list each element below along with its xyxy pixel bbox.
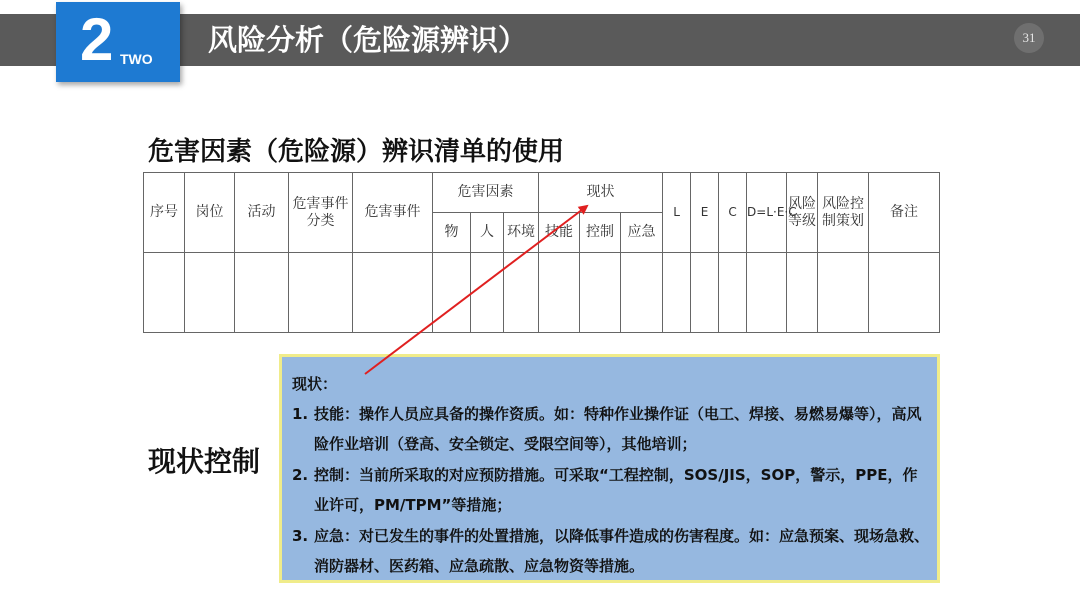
- header-l: L: [663, 173, 691, 253]
- header-event: 危害事件: [353, 173, 433, 253]
- note-item-number: 3.: [292, 527, 309, 545]
- note-item-text: 控制：当前所采取的对应预防措施。可采取“工程控制，SOS/JIS，SOP，警示，PPE，作业许可，PM/TPM”等措施；: [314, 466, 918, 514]
- page-title: 风险分析（危险源辨识）: [208, 23, 528, 57]
- subheader-person: 人: [471, 213, 504, 253]
- header-status: 现状: [539, 173, 663, 213]
- header-e: E: [691, 173, 719, 253]
- header-post: 岗位: [185, 173, 235, 253]
- header-event-category: 危害事件分类: [289, 173, 353, 253]
- header-d: D=L·E·C: [747, 173, 787, 253]
- subheader-object: 物: [433, 213, 471, 253]
- note-item-text: 应急：对已发生的事件的处置措施，以降低事件造成的伤害程度。如：应急预案、现场急救、消防器材、医药箱、应急疏散、应急物资等措施。: [314, 527, 930, 575]
- header-seq: 序号: [144, 173, 185, 253]
- section-number: 2: [80, 6, 114, 73]
- slide-subtitle: 危害因素（危险源）辨识清单的使用: [148, 137, 565, 167]
- subheader-control: 控制: [580, 213, 621, 253]
- header-control-plan: 风险控制策划: [818, 173, 869, 253]
- note-title: 现状：: [292, 375, 338, 393]
- note-item-number: 1.: [292, 405, 309, 423]
- note-item-number: 2.: [292, 466, 309, 484]
- header-risk-level: 风险等级: [787, 173, 818, 253]
- section-number-word: TWO: [120, 51, 153, 67]
- subheader-emergency: 应急: [621, 213, 663, 253]
- status-control-label: 现状控制: [148, 445, 261, 478]
- header-remarks: 备注: [869, 173, 940, 253]
- subheader-skill: 技能: [539, 213, 580, 253]
- subheader-environment: 环境: [504, 213, 539, 253]
- note-item-text: 技能：操作人员应具备的操作资质。如：特种作业操作证（电工、焊接、易燃易爆等），高风险作业培训（登高、安全锁定、受限空间等），其他培训；: [314, 405, 922, 453]
- header-activity: 活动: [235, 173, 289, 253]
- header-hazard-factors: 危害因素: [433, 173, 539, 213]
- header-c: C: [719, 173, 747, 253]
- page-number: 31: [1014, 23, 1044, 53]
